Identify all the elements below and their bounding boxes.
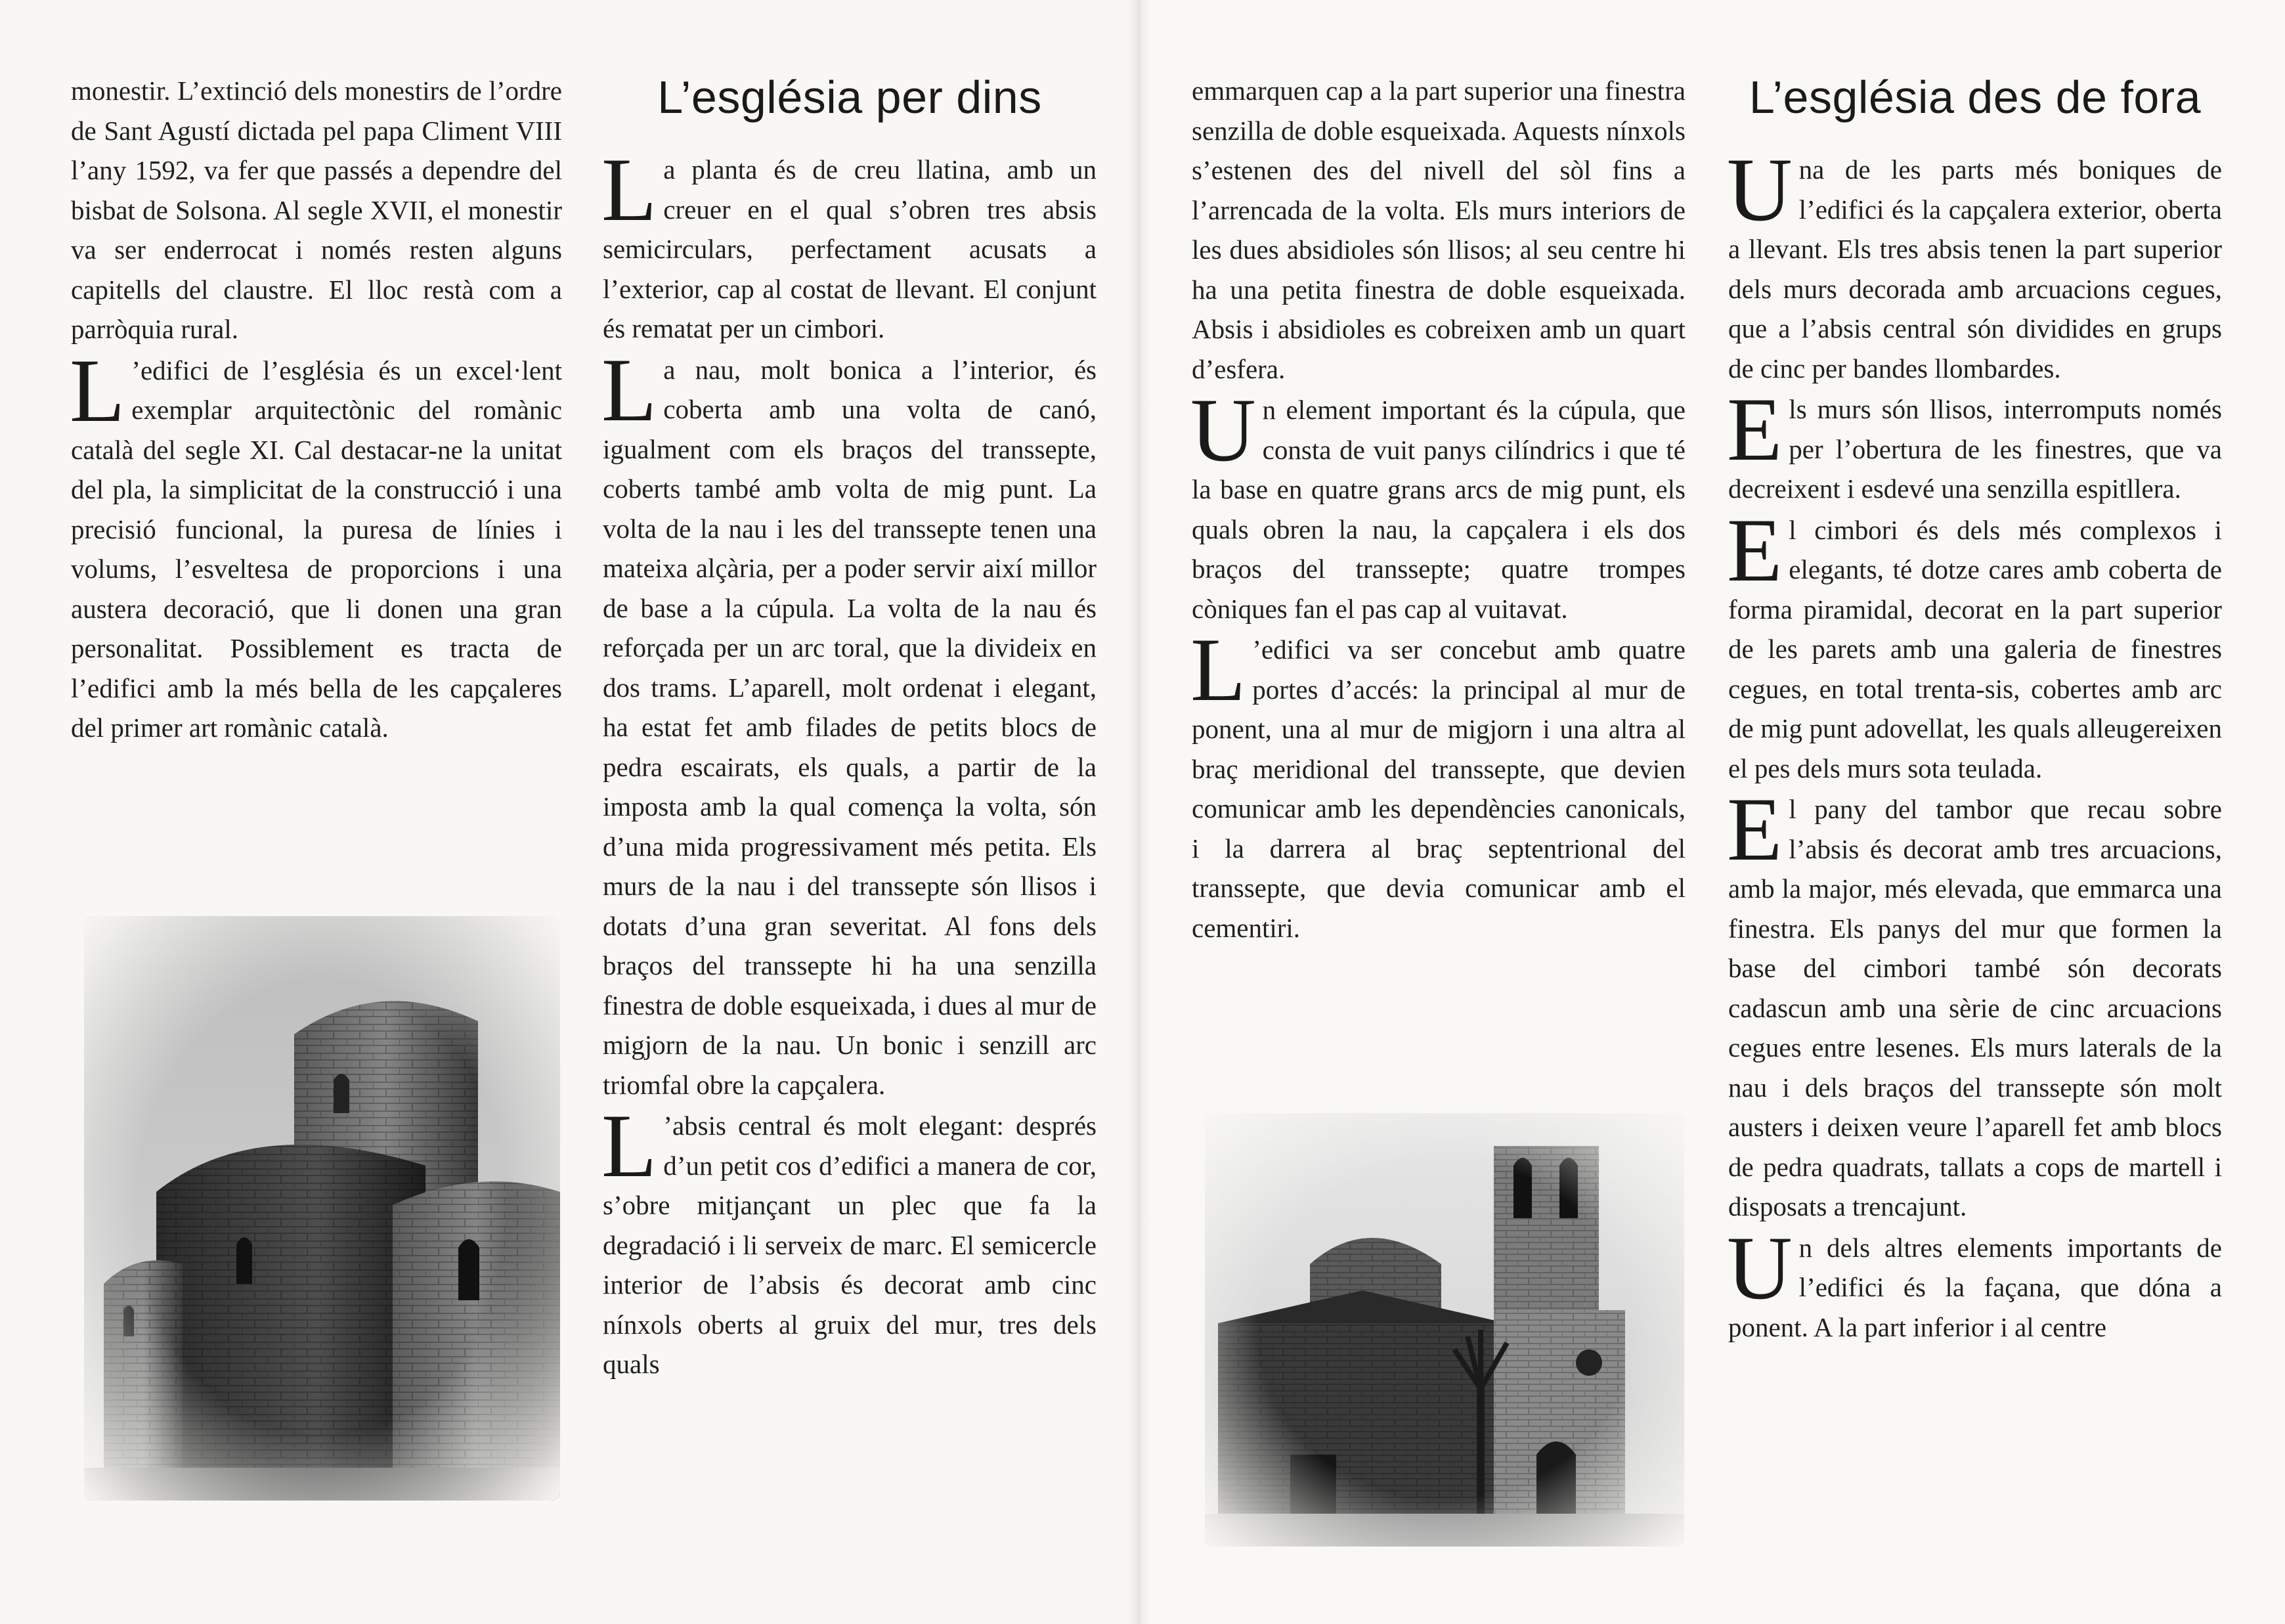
church-facade-photo: [1205, 1113, 1684, 1547]
section-title-exterior: L’església des de fora: [1749, 72, 2202, 123]
paragraph: El pany del tambor que recau sobre l’absis és decorat amb tres arcuacions, amb la major, més elevada, que emmarca una finestra. Els panys del mur que formen la base del cimbori també són decorats cadascun amb una sèrie de cinc arcuacions cegues entre lesenes. Els murs laterals de la nau i dels braços del transsepte són molt austers i deixen veure l’aparell fet amb blocs de pedra quadrats, tallats a cops de martell i disposats a trencajunt.: [1727, 779, 2222, 1221]
paragraph: La planta és de creu llatina, amb un creuer en el qual s’obren tres absis semicirculars, perfectament acusats a l’exterior, cap al costat de llevant. El conjunt és rematat per un cimbori.: [601, 139, 1097, 343]
column-4: [1728, 71, 2222, 1347]
section-title-interior: L’església per dins: [657, 72, 1042, 123]
drop-cap: U: [1727, 139, 1793, 240]
drop-cap: L: [601, 1095, 657, 1196]
page-fold: [1128, 0, 1150, 1624]
paragraph: L ’absis central és molt elegant: després d’un petit cos d’edifici a manera de cor, s’obre mitjançant un plec que fa la degradació i li serveix de marc. El semicercle interior de l’absis és decorat amb cinc nínxols oberts al gruix del mur, tres dels quals: [601, 1095, 1097, 1379]
church-facade-icon: [1205, 1113, 1684, 1547]
paragraph: L ’edifici de l’església és un excel·lent exemplar arquitectònic del romànic català del segle XI. Cal destacar-ne la unitat del pla, la simplicitat de la construcció i una precisió funcional, la puresa de línies i volums, l’esveltesa de proporcions i una austera decoració, que li donen una gran personalitat. Possiblement es tracta de l’edifici amb la més bella de les capçaleres del primer art romànic català.: [70, 340, 562, 743]
paragraph: Una de les parts més boniques de l’edifici és la capçalera exterior, oberta a llevant. Els tres absis tenen la part superior dels murs decorada amb arcuacions cegues, que a l’absis central són dividides en grups de cinc per bandes llombardes.: [1727, 139, 2222, 384]
drop-cap: L: [1190, 619, 1246, 720]
paragraph: Els murs són llisos, interromputs només per l’obertura de les finestres, que va decreixent i esdevé una senzilla espitllera.: [1727, 379, 2222, 504]
column-1: [71, 71, 562, 748]
church-apse-icon: [84, 916, 560, 1501]
drop-cap: L: [601, 339, 657, 440]
paragraph: monestir. L’extinció dels monestirs de l’ordre de Sant Agustí dictada pel papa Climent VIII l’any 1592, va fer que passés a dependre del bisbat de Solsona. Al segle XVII, el monestir va ser enderrocat i només resten alguns capitells del claustre. El lloc restà com a parròquia rural.: [71, 76, 562, 344]
column-3: [1192, 71, 1686, 948]
paragraph: Un element important és la cúpula, que consta de vuit panys cilíndrics i que té la base en quatre grans arcs de mig punt, els quals obren la nau, la capçalera i els dos braços del transsepte; quatre trompes còniques fan el pas cap al vuitavat.: [1190, 380, 1686, 624]
column-2: [603, 71, 1097, 1384]
paragraph: emmarquen cap a la part superior una finestra senzilla de doble esqueixada. Aquests nínxols s’estenen des del nivell del sòl fins a l’arrencada de la volta. Els murs interiors de les dues absidioles són llisos; al seu centre hi ha una petita finestra de doble esqueixada. Absis i absidioles es cobreixen amb un quart d’esfera.: [1192, 76, 1686, 384]
paragraph: La nau, molt bonica a l’interior, és coberta amb una volta de canó, igualment com els braços del transsepte, coberts també amb volta de mig punt. La volta de la nau i les del transsepte tenen una mateixa alçària, per a poder servir així millor de base a la cúpula. La volta de la nau és reforçada per un arc toral, que la divideix en dos trams. L’aparell, molt ordenat i elegant, ha estat fet amb filades de petits blocs de pedra escairats, els quals, a partir de la imposta amb la qual comença la volta, són d’una mida progressivament més petita. Els murs de la nau i del transsepte són llisos i dotats d’una gran severitat. Al fons dels braços del transsepte hi ha una senzilla finestra de doble esqueixada, i dues al mur de migjorn de la nau. Un bonic i senzill arc triomfal obre la capçalera.: [601, 339, 1097, 1100]
paragraph: Un dels altres elements importants de l’edifici és la façana, que dóna a ponent. A la part inferior i al centre: [1727, 1217, 2222, 1342]
paragraph: El cimbori és dels més complexos i elegants, té dotze cares amb coberta de forma piramidal, decorat en la part superior de les parets amb una galeria de finestres cegues, en total trenta-sis, cobertes amb arc de mig punt adovellat, les quals alleugereixen el pes dels murs sota teulada.: [1727, 499, 2222, 783]
drop-cap: U: [1727, 1217, 1793, 1318]
paragraph: L ’edifici va ser concebut amb quatre portes d’accés: la principal al mur de ponent, una al mur de migjorn i una altra al braç meridional del transsepte, que devien comunicar amb les dependències canonicals, i la darrera al braç septentrional del transsepte, que devia comunicar amb el cementiri.: [1190, 619, 1686, 943]
drop-cap: E: [1727, 779, 1783, 879]
drop-cap: L: [70, 340, 125, 441]
drop-cap: U: [1190, 380, 1256, 480]
church-apse-photo: [84, 916, 560, 1501]
drop-cap: L: [601, 139, 657, 240]
drop-cap: E: [1727, 499, 1783, 600]
drop-cap: E: [1727, 379, 1783, 479]
